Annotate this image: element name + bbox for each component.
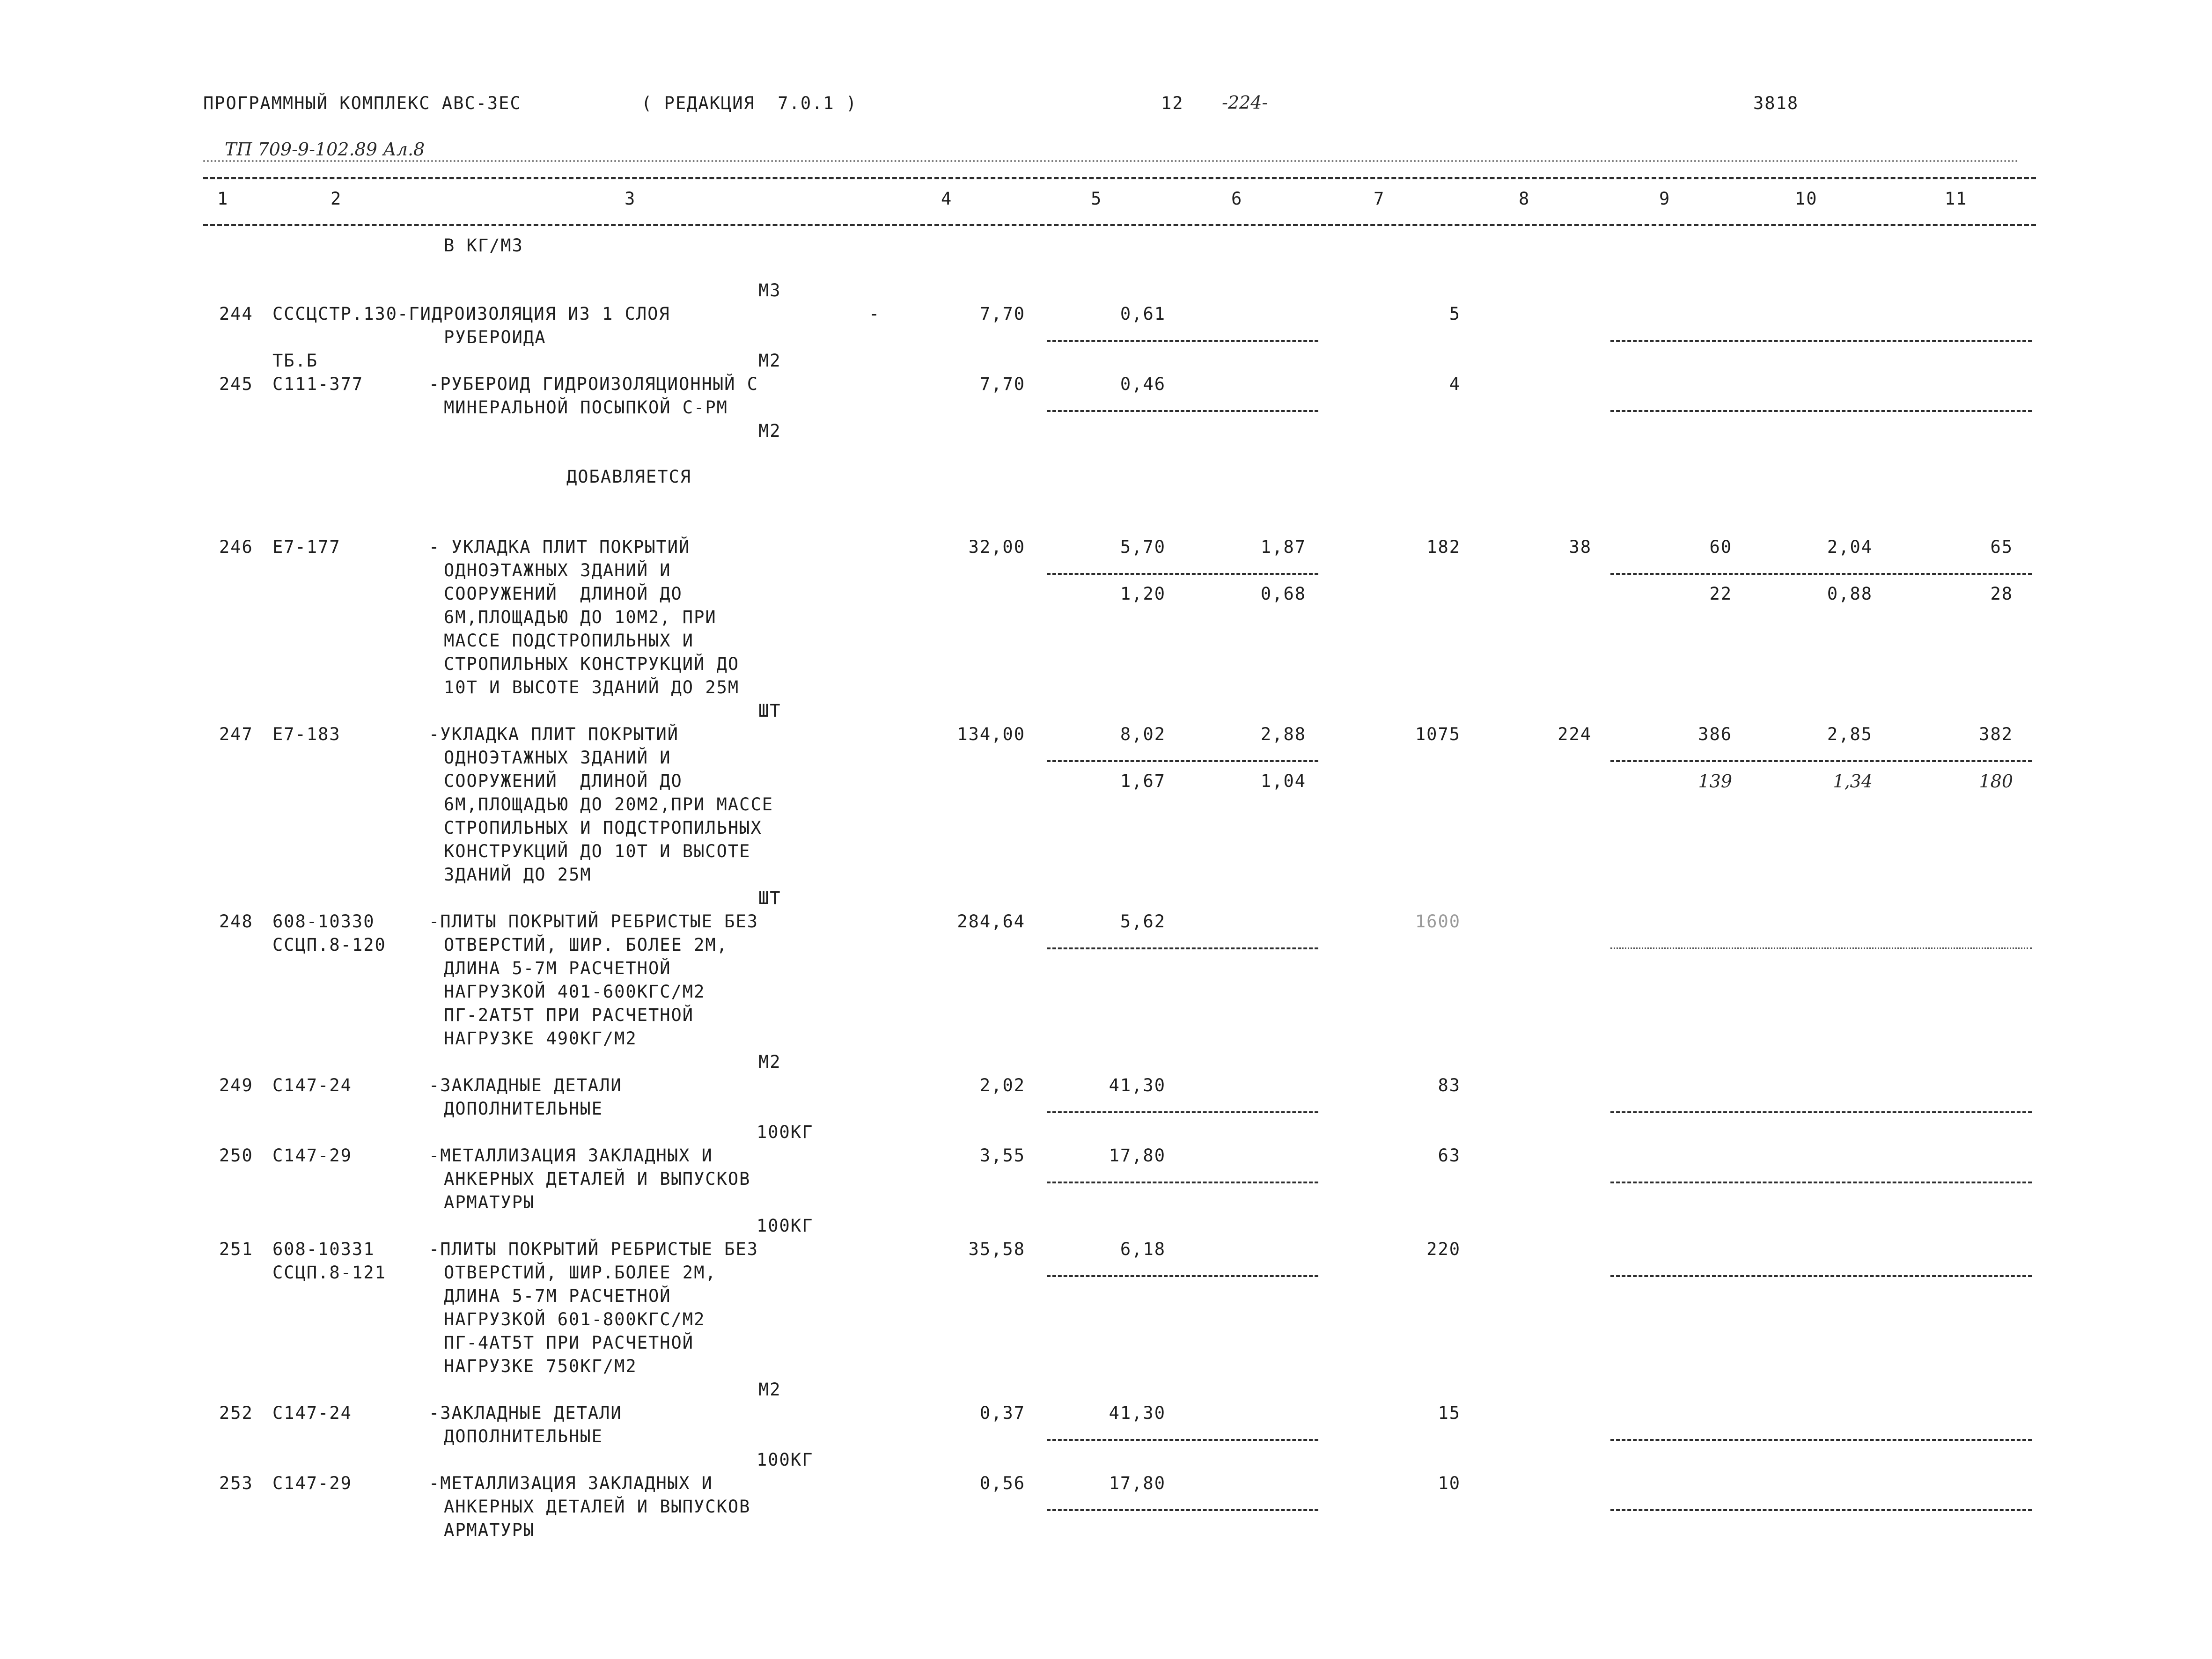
row-244-desc: РУБЕРОИДА <box>444 327 546 347</box>
row-246-c6b: 0,68 <box>1260 584 1306 604</box>
unit-label: М3 <box>758 280 781 301</box>
col-10: 10 <box>1795 189 1818 209</box>
row-248-unit: М2 <box>758 1052 781 1072</box>
row-247-c5b: 1,67 <box>1120 771 1166 791</box>
row-245-unit: М2 <box>758 421 781 441</box>
sheet-number: 12 <box>1161 93 1184 113</box>
row-244-c7: 5 <box>1449 304 1461 324</box>
row-245-c4: 7,70 <box>979 374 1025 394</box>
col-8: 8 <box>1519 189 1530 209</box>
row-246-c10b: 0,88 <box>1827 584 1873 604</box>
project-code: ТП 709-9-102.89 Ал.8 <box>225 139 425 160</box>
row-251-c5: 6,18 <box>1120 1239 1166 1259</box>
row-251-desc: НАГРУЗКЕ 750КГ/М2 <box>444 1356 637 1376</box>
row-248-rule <box>1047 947 1318 949</box>
row-245-code: С111-377 <box>272 374 364 394</box>
row-246-desc: 10Т И ВЫСОТЕ ЗДАНИЙ ДО 25М <box>444 677 740 697</box>
row-247-desc: -УКЛАДКА ПЛИТ ПОКРЫТИЙ <box>429 724 679 744</box>
row-253-num: 253 <box>219 1473 253 1493</box>
row-250-unit: 100КГ <box>757 1216 814 1236</box>
row-250-c4: 3,55 <box>979 1145 1025 1166</box>
row-251-unit: М2 <box>758 1380 781 1400</box>
row-244-rule <box>1047 340 1318 342</box>
row-252-c7: 15 <box>1438 1403 1461 1423</box>
row-249-rule <box>1047 1111 1318 1113</box>
row-245-desc: МИНЕРАЛЬНОЙ ПОСЫПКОЙ С-РМ <box>444 397 728 418</box>
row-246-rule-right <box>1610 573 2032 575</box>
col-7: 7 <box>1374 189 1385 209</box>
sheet-mark: -224- <box>1222 92 1268 113</box>
row-252-c5: 41,30 <box>1109 1403 1166 1423</box>
row-247-rule <box>1047 760 1318 762</box>
row-245-c5: 0,46 <box>1120 374 1166 394</box>
row-247-desc: СТРОПИЛЬНЫХ И ПОДСТРОПИЛЬНЫХ <box>444 818 762 838</box>
row-248-desc: НАГРУЗКЕ 490КГ/М2 <box>444 1028 637 1049</box>
row-246-c9: 60 <box>1709 537 1732 557</box>
added-heading: ДОБАВЛЯЕТСЯ <box>566 467 692 487</box>
row-251-rule <box>1047 1275 1318 1277</box>
row-251-code: 608-10331 <box>272 1239 375 1259</box>
row-246-c8: 38 <box>1569 537 1592 557</box>
col-3: 3 <box>625 189 636 209</box>
row-250-rule <box>1047 1182 1318 1183</box>
row-247-desc: КОНСТРУКЦИЙ ДО 10Т И ВЫСОТЕ <box>444 841 751 861</box>
row-246-c7: 182 <box>1426 537 1461 557</box>
row-247-desc: 6М,ПЛОЩАДЬЮ ДО 20М2,ПРИ МАССЕ <box>444 794 774 815</box>
row-246-desc: МАССЕ ПОДСТРОПИЛЬНЫХ И <box>444 631 694 651</box>
row-247-desc: ЗДАНИЙ ДО 25М <box>444 865 592 885</box>
row-249-c7: 83 <box>1438 1075 1461 1095</box>
row-246-c11b: 28 <box>1990 584 2013 604</box>
row-247-c9: 386 <box>1698 724 1732 744</box>
row-251-num: 251 <box>219 1239 253 1259</box>
row-246-c6: 1,87 <box>1260 537 1306 557</box>
row-251-desc: ДЛИНА 5-7М РАСЧЕТНОЙ <box>444 1286 671 1306</box>
row-246-c5: 5,70 <box>1120 537 1166 557</box>
row-248-code2: ССЦП.8-120 <box>272 935 386 955</box>
row-245-desc: -РУБЕРОИД ГИДРОИЗОЛЯЦИОННЫЙ С <box>429 374 759 394</box>
row-253-rule <box>1047 1509 1318 1511</box>
row-250-num: 250 <box>219 1145 253 1166</box>
row-248-desc: НАГРУЗКОЙ 401-600КГС/М2 <box>444 982 705 1002</box>
row-247-c7: 1075 <box>1415 724 1461 744</box>
row-248-rule-right <box>1610 947 2032 949</box>
row-247-code: Е7-183 <box>272 724 341 744</box>
row-247-desc: СООРУЖЕНИЙ ДЛИНОЙ ДО <box>444 771 683 791</box>
row-252-code: С147-24 <box>272 1403 352 1423</box>
col-1: 1 <box>217 189 229 209</box>
row-249-c4: 2,02 <box>979 1075 1025 1095</box>
row-250-desc: АРМАТУРЫ <box>444 1192 535 1212</box>
row-245-c7: 4 <box>1449 374 1461 394</box>
col-2: 2 <box>331 189 342 209</box>
program-title: ПРОГРАММНЫЙ КОМПЛЕКС АВС-3ЕС <box>203 93 522 113</box>
row-245-rule-right <box>1610 410 2032 412</box>
row-244-code: СССЦСТР.130-ГИДРОИЗОЛЯЦИЯ ИЗ 1 СЛОЯ <box>272 304 670 324</box>
row-245-rule <box>1047 410 1318 412</box>
row-244-c4: 7,70 <box>979 304 1025 324</box>
row-246-code: Е7-177 <box>272 537 341 557</box>
project-underline <box>203 160 2020 162</box>
row-250-rule-right <box>1610 1182 2032 1183</box>
row-247-c10b: 1,34 <box>1833 771 1873 792</box>
row-249-c5: 41,30 <box>1109 1075 1166 1095</box>
row-253-desc: -МЕТАЛЛИЗАЦИЯ ЗАКЛАДНЫХ И <box>429 1473 713 1493</box>
row-248-desc: -ПЛИТЫ ПОКРЫТИЙ РЕБРИСТЫЕ БЕЗ <box>429 911 759 932</box>
row-246-desc: СООРУЖЕНИЙ ДЛИНОЙ ДО <box>444 584 683 604</box>
row-246-unit: ШТ <box>758 701 781 721</box>
col-9: 9 <box>1659 189 1671 209</box>
row-246-c9b: 22 <box>1709 584 1732 604</box>
row-251-desc: ОТВЕРСТИЙ, ШИР.БОЛЕЕ 2М, <box>444 1263 717 1283</box>
row-246-desc: - УКЛАДКА ПЛИТ ПОКРЫТИЙ <box>429 537 691 557</box>
row-250-code: С147-29 <box>272 1145 352 1166</box>
row-247-num: 247 <box>219 724 253 744</box>
row-244-c5: 0,61 <box>1120 304 1166 324</box>
col-6: 6 <box>1231 189 1243 209</box>
row-247-c6: 2,88 <box>1260 724 1306 744</box>
row-244-rule-right <box>1610 340 2032 342</box>
row-253-desc: АРМАТУРЫ <box>444 1520 535 1540</box>
row-246-num: 246 <box>219 537 253 557</box>
row-252-rule <box>1047 1439 1318 1441</box>
row-251-desc: -ПЛИТЫ ПОКРЫТИЙ РЕБРИСТЫЕ БЕЗ <box>429 1239 759 1259</box>
row-244-code2: ТБ.Б <box>272 351 318 371</box>
row-248-desc: ПГ-2АТ5Т ПРИ РАСЧЕТНОЙ <box>444 1005 694 1025</box>
row-252-unit: 100КГ <box>757 1450 814 1470</box>
unit-note: В КГ/М3 <box>444 235 523 256</box>
row-247-c11b: 180 <box>1979 771 2013 792</box>
header-top-rule <box>203 177 2036 179</box>
row-248-desc: ОТВЕРСТИЙ, ШИР. БОЛЕЕ 2М, <box>444 935 728 955</box>
row-253-rule-right <box>1610 1509 2032 1511</box>
row-253-c5: 17,80 <box>1109 1473 1166 1493</box>
col-5: 5 <box>1091 189 1102 209</box>
row-252-c4: 0,37 <box>979 1403 1025 1423</box>
row-247-c11: 382 <box>1979 724 2013 744</box>
row-247-c9b: 139 <box>1698 771 1732 792</box>
row-250-desc: -МЕТАЛЛИЗАЦИЯ ЗАКЛАДНЫХ И <box>429 1145 713 1166</box>
row-244-dash: - <box>869 304 881 324</box>
row-251-rule-right <box>1610 1275 2032 1277</box>
row-251-desc: НАГРУЗКОЙ 601-800КГС/М2 <box>444 1309 705 1329</box>
row-252-desc: -ЗАКЛАДНЫЕ ДЕТАЛИ <box>429 1403 622 1423</box>
row-248-num: 248 <box>219 911 253 932</box>
row-245-num: 245 <box>219 374 253 394</box>
row-247-c5: 8,02 <box>1120 724 1166 744</box>
row-252-rule-right <box>1610 1439 2032 1441</box>
row-248-c4: 284,64 <box>957 911 1025 932</box>
row-250-c7: 63 <box>1438 1145 1461 1166</box>
row-248-c5: 5,62 <box>1120 911 1166 932</box>
row-247-c8: 224 <box>1558 724 1592 744</box>
edition-label: ( РЕДАКЦИЯ 7.0.1 ) <box>641 93 858 113</box>
unit-label: М2 <box>758 351 781 371</box>
row-247-c10: 2,85 <box>1827 724 1873 744</box>
row-244-num: 244 <box>219 304 253 324</box>
row-253-c7: 10 <box>1438 1473 1461 1493</box>
row-247-unit: ШТ <box>758 888 781 908</box>
row-247-c6b: 1,04 <box>1260 771 1306 791</box>
row-249-desc: ДОПОЛНИТЕЛЬНЫЕ <box>444 1099 603 1119</box>
row-246-c11: 65 <box>1990 537 2013 557</box>
row-253-c4: 0,56 <box>979 1473 1025 1493</box>
row-247-desc: ОДНОЭТАЖНЫХ ЗДАНИЙ И <box>444 748 671 768</box>
row-246-desc: СТРОПИЛЬНЫХ КОНСТРУКЦИЙ ДО <box>444 654 740 674</box>
row-253-code: С147-29 <box>272 1473 352 1493</box>
row-246-c4: 32,00 <box>968 537 1025 557</box>
row-246-desc: ОДНОЭТАЖНЫХ ЗДАНИЙ И <box>444 560 671 580</box>
row-246-desc: 6М,ПЛОЩАДЬЮ ДО 10М2, ПРИ <box>444 607 717 627</box>
row-249-unit: 100КГ <box>757 1122 814 1142</box>
row-249-desc: -ЗАКЛАДНЫЕ ДЕТАЛИ <box>429 1075 622 1095</box>
row-252-desc: ДОПОЛНИТЕЛЬНЫЕ <box>444 1426 603 1446</box>
row-249-rule-right <box>1610 1111 2032 1113</box>
row-251-desc: ПГ-4АТ5Т ПРИ РАСЧЕТНОЙ <box>444 1333 694 1353</box>
col-4: 4 <box>941 189 953 209</box>
row-248-desc: ДЛИНА 5-7М РАСЧЕТНОЙ <box>444 958 671 978</box>
row-248-code: 608-10330 <box>272 911 375 932</box>
row-248-c7: 1600 <box>1415 911 1461 932</box>
row-249-code: С147-24 <box>272 1075 352 1095</box>
row-249-num: 249 <box>219 1075 253 1095</box>
row-251-c4: 35,58 <box>968 1239 1025 1259</box>
row-252-num: 252 <box>219 1403 253 1423</box>
row-246-rule <box>1047 573 1318 575</box>
row-247-rule-right <box>1610 760 2032 762</box>
row-251-code2: ССЦП.8-121 <box>272 1263 386 1283</box>
row-250-desc: АНКЕРНЫХ ДЕТАЛЕЙ И ВЫПУСКОВ <box>444 1169 751 1189</box>
row-251-c7: 220 <box>1426 1239 1461 1259</box>
doc-number: 3818 <box>1753 93 1799 113</box>
row-246-c5b: 1,20 <box>1120 584 1166 604</box>
row-246-c10: 2,04 <box>1827 537 1873 557</box>
row-247-c4: 134,00 <box>957 724 1025 744</box>
header-bottom-rule <box>203 224 2036 226</box>
row-253-desc: АНКЕРНЫХ ДЕТАЛЕЙ И ВЫПУСКОВ <box>444 1497 751 1517</box>
col-11: 11 <box>1945 189 1968 209</box>
row-250-c5: 17,80 <box>1109 1145 1166 1166</box>
